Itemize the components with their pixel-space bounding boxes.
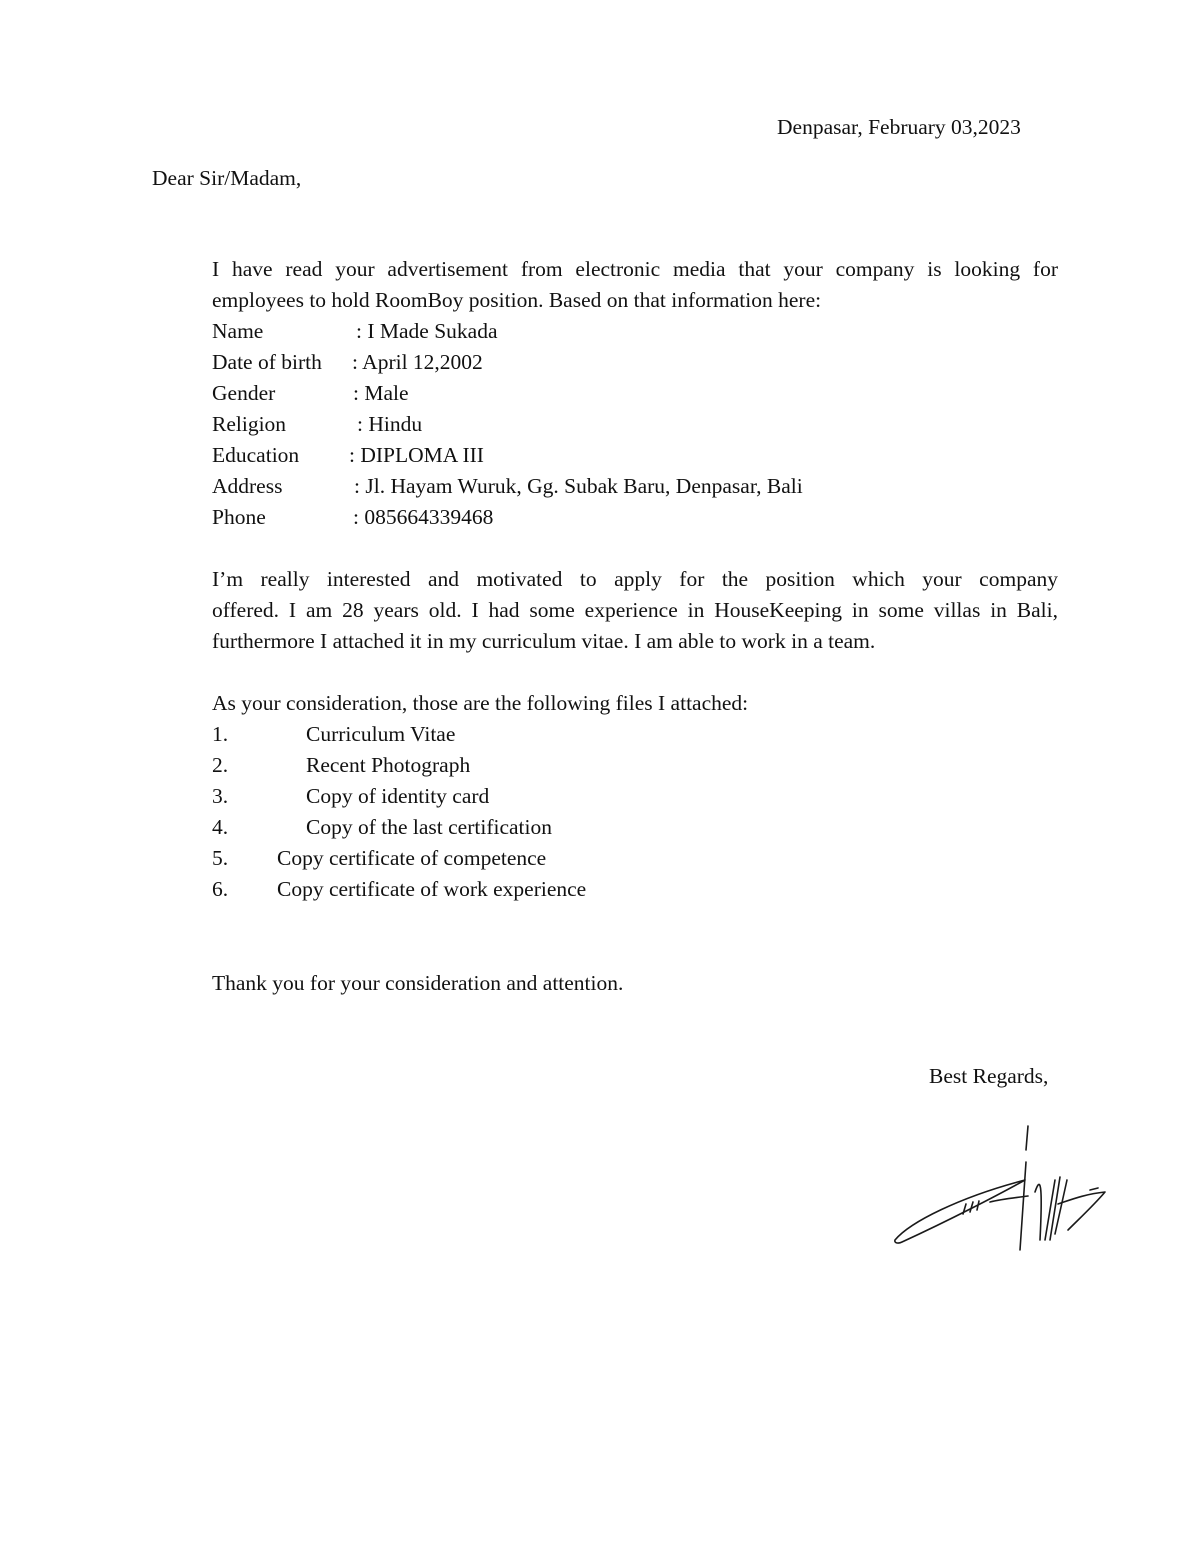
detail-label: Date of birth	[212, 350, 322, 374]
detail-label: Phone	[212, 505, 266, 529]
attachment-text: Copy certificate of competence	[277, 846, 547, 870]
signature-stroke	[1058, 1192, 1105, 1230]
attachment-number: 3.	[212, 784, 229, 808]
detail-label: Name	[212, 319, 264, 343]
motivation-line-1: I’m really interested and motivated to apply for the position which your company	[212, 567, 1058, 591]
signature-stroke	[1090, 1188, 1098, 1190]
detail-value: : Male	[353, 381, 409, 405]
detail-label: Education	[212, 443, 300, 467]
intro-line-2: employees to hold RoomBoy position. Based on that information here:	[212, 288, 822, 312]
motivation-line-2: offered. I am 28 years old. I had some experience in HouseKeeping in some villas in Bali,	[212, 598, 1058, 622]
attachment-number: 5.	[212, 846, 229, 870]
detail-value: : I Made Sukada	[356, 319, 498, 343]
signature-stroke	[990, 1196, 1028, 1202]
motivation-line-3: furthermore I attached it in my curriculum vitae. I am able to work in a team.	[212, 629, 876, 653]
signature-stroke	[895, 1180, 1025, 1243]
attachment-text: Copy of identity card	[306, 784, 490, 808]
detail-value: : Hindu	[357, 412, 423, 436]
attachment-text: Recent Photograph	[306, 753, 471, 777]
signature-stroke	[1045, 1177, 1067, 1240]
intro-line-1: I have read your advertisement from electronic media that your company is looking for	[212, 257, 1058, 281]
attachment-number: 6.	[212, 877, 229, 901]
detail-value: : DIPLOMA III	[349, 443, 484, 467]
attachment-number: 1.	[212, 722, 229, 746]
attachment-number: 2.	[212, 753, 229, 777]
signature-stroke	[1035, 1184, 1041, 1240]
letter-date: Denpasar, February 03,2023	[777, 115, 1021, 139]
attachments-intro: As your consideration, those are the following files I attached:	[212, 691, 749, 715]
detail-value: : 085664339468	[353, 505, 494, 529]
detail-label: Religion	[212, 412, 287, 436]
attachment-text: Copy of the last certification	[306, 815, 552, 839]
attachment-text: Copy certificate of work experience	[277, 877, 587, 901]
thank-you-line: Thank you for your consideration and attention.	[212, 971, 624, 995]
salutation: Dear Sir/Madam,	[152, 166, 302, 190]
signature-image	[890, 1122, 1110, 1254]
detail-value: : April 12,2002	[352, 350, 483, 374]
detail-label: Address	[212, 474, 283, 498]
detail-value: : Jl. Hayam Wuruk, Gg. Subak Baru, Denpasar, Bali	[354, 474, 803, 498]
closing-regards: Best Regards,	[929, 1064, 1049, 1088]
detail-label: Gender	[212, 381, 276, 405]
signature-stroke	[1020, 1126, 1028, 1250]
attachment-text: Curriculum Vitae	[306, 722, 456, 746]
attachment-number: 4.	[212, 815, 229, 839]
